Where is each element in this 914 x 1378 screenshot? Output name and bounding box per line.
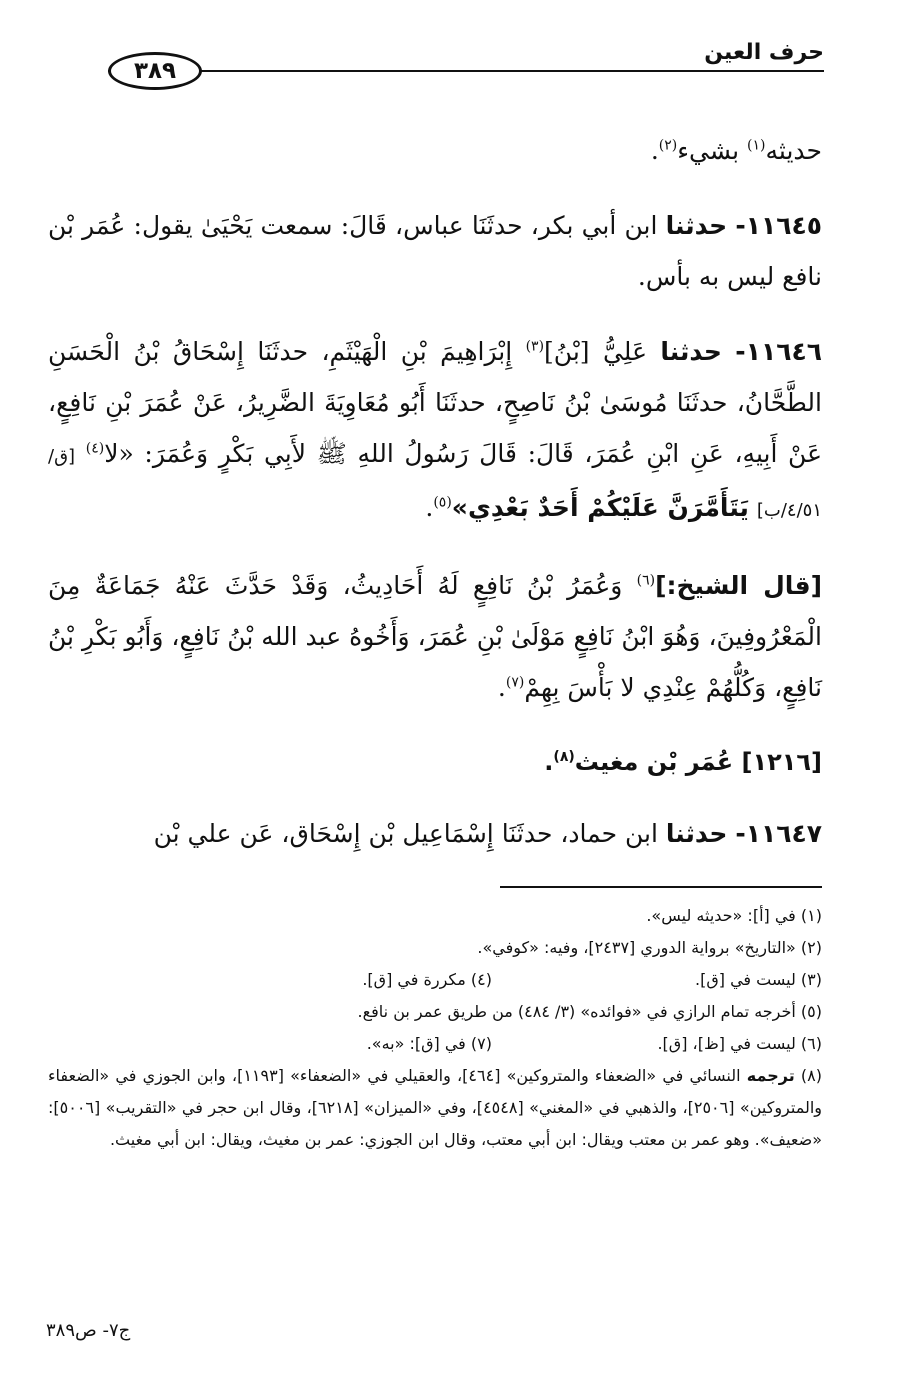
footnote-row-3-4 <box>48 964 822 996</box>
shaykh-end: . <box>497 673 506 702</box>
section-title: حرف العين <box>704 40 824 65</box>
hadith-text: ابن أبي بكر، حدثَنَا عباس، قَالَ: سمعت يَحْيَىٰ يقول: عُمَر بْن نافع ليس به بأس. <box>48 211 822 291</box>
footnote-1: (١) في [أ]: «حديثه ليس». <box>646 906 822 925</box>
hadith-quote-end: » <box>451 493 468 522</box>
footnote-2: (٢) «التاريخ» برواية الدوري [٢٤٣٧]، وفيه: «كوفي». <box>477 938 822 957</box>
intro-line <box>48 125 822 176</box>
footnote-row-6-7 <box>48 1028 822 1060</box>
hadith-11647 <box>48 808 822 859</box>
footnote-ref-7[interactable]: (٧) <box>505 674 525 691</box>
footnote-ref-5[interactable]: (٥) <box>433 494 452 511</box>
footnotes <box>48 900 822 1156</box>
shaykh-label: [قال الشيخ:] <box>655 571 822 600</box>
footnote-ref-6[interactable]: (٦) <box>636 572 656 589</box>
footnote-8-label: (٨) <box>800 1066 822 1085</box>
shaykh-text: وَعُمَرُ بْنُ نَافِعٍ لَهُ أَحَادِيثُ، وَقَدْ حَدَّثَ عَنْهُ جَمَاعَةٌ مِنَ الْمَعْرُوفِينَ، وَهُوَ ابْنُ نَافِعٍ مَوْلَىٰ بْنِ عُمَرَ، وَأَخُوهُ عبد الله بْنُ نَافِعٍ، وَأَبُو بَكْرِ بْنُ نَافِعٍ، وَكُلُّهُمْ عِنْدِي لا بَأْسَ بِهِمْ <box>48 571 822 702</box>
hadith-verb: حدثنا <box>665 211 728 240</box>
footnote-4: (٤) مكررة في [ق]. <box>362 970 492 989</box>
intro-end: . <box>650 136 659 165</box>
footnote-ref-1[interactable]: (١) <box>747 137 766 154</box>
running-header <box>50 40 824 100</box>
hadith-narrator: عَلِيُّ [بْنُ] <box>544 337 647 366</box>
footnote-rule <box>500 886 822 888</box>
footnote-ref-2[interactable]: (٢) <box>658 137 678 154</box>
hadith-number: ١١٦٤٥- <box>735 211 823 240</box>
hadith-text: إِبْرَاهِيمَ بْنِ الْهَيْثَمِ، حدثَنَا إِسْحَاقُ بْنُ الْحَسَنِ الطَّحَّانُ، حدثَنَا مُوسَىٰ بْنُ نَاصِحٍ، حدثَنَا أَبُو مُعَاوِيَةَ الضَّرِيرُ، عَنْ عُمَرَ بْنِ نَافِعٍ، عَنْ أَبِيهِ، عَنِ ابْنِ عُمَرَ، قَالَ: قَالَ رَسُولُ اللهِ ﷺ لأَبِي بَكْرٍ وَعُمَرَ: «لا <box>48 337 823 468</box>
footnote-5: (٥) أخرجه تمام الرازي في «فوائده» (٣/ ٤٨٤) من طريق عمر بن نافع. <box>357 1002 822 1021</box>
intro-word: بشيء <box>677 136 740 165</box>
footnote-6: (٦) ليست في [ظ]، [ق]. <box>657 1034 822 1053</box>
footnote-ref-4[interactable]: (٤) <box>85 440 105 457</box>
hadith-number: ١١٦٤٦- <box>735 337 822 366</box>
hadith-verb: حدثنا <box>660 337 722 366</box>
hadith-11646 <box>48 326 822 536</box>
folio-marker: [ق/٤/٥١/ب] <box>48 446 822 521</box>
footnote-ref-8[interactable]: (٨) <box>553 749 575 765</box>
header-rule <box>108 70 824 72</box>
entry-name: عُمَر بْن مغيث <box>574 748 734 776</box>
footnote-7: (٧) في [ق]: «به». <box>366 1034 492 1053</box>
page-footer-ref: ج٧- ص٣٨٩ <box>46 1320 131 1341</box>
shaykh-comment <box>48 560 822 713</box>
hadith-number: ١١٦٤٧- <box>735 819 822 848</box>
entry-number: [١٢١٦] <box>741 748 822 776</box>
hadith-verb: حدثنا <box>665 819 728 848</box>
footnote-3: (٣) ليست في [ق]. <box>695 970 822 989</box>
footnote-8 <box>48 1060 822 1156</box>
footnote-8-text: النسائي في «الضعفاء والمتروكين» [٤٦٤]، والعقيلي في «الضعفاء» [١١٩٣]، وابن الجوزي في «الضعفاء والمتروكين» [٢٥٠٦]، والذهبي في «المغني» [٤٥٤٨]، وفي «الميزان» [٦٢١٨]، وقال ابن حجر في «التقريب» [٥٠٠٦]: «ضعيف». وهو عمر بن معتب ويقال: ابن أبي معتب، وقال ابن الجوزي: عمر بن مغيث، ويقال: ابن أبي مغيث. <box>48 1066 822 1149</box>
hadith-quote: يَتَأَمَّرَنَّ عَلَيْكُمْ أَحَدٌ بَعْدِي <box>467 493 749 522</box>
footnote-8-bold: ترجمه <box>746 1066 795 1085</box>
main-text <box>48 125 822 881</box>
hadith-text: ابن حماد، حدثَنَا إِسْمَاعِيل بْن إِسْحَاق، عَن علي بْن <box>153 819 658 848</box>
hadith-end: . <box>425 493 434 522</box>
hadith-11645 <box>48 200 822 302</box>
footnote-ref-3[interactable]: (٣) <box>525 338 545 355</box>
entry-end: . <box>544 748 554 776</box>
page-number-badge: ٣٨٩ <box>108 52 202 90</box>
entry-heading <box>48 737 822 788</box>
intro-text: حديثه <box>765 136 822 165</box>
